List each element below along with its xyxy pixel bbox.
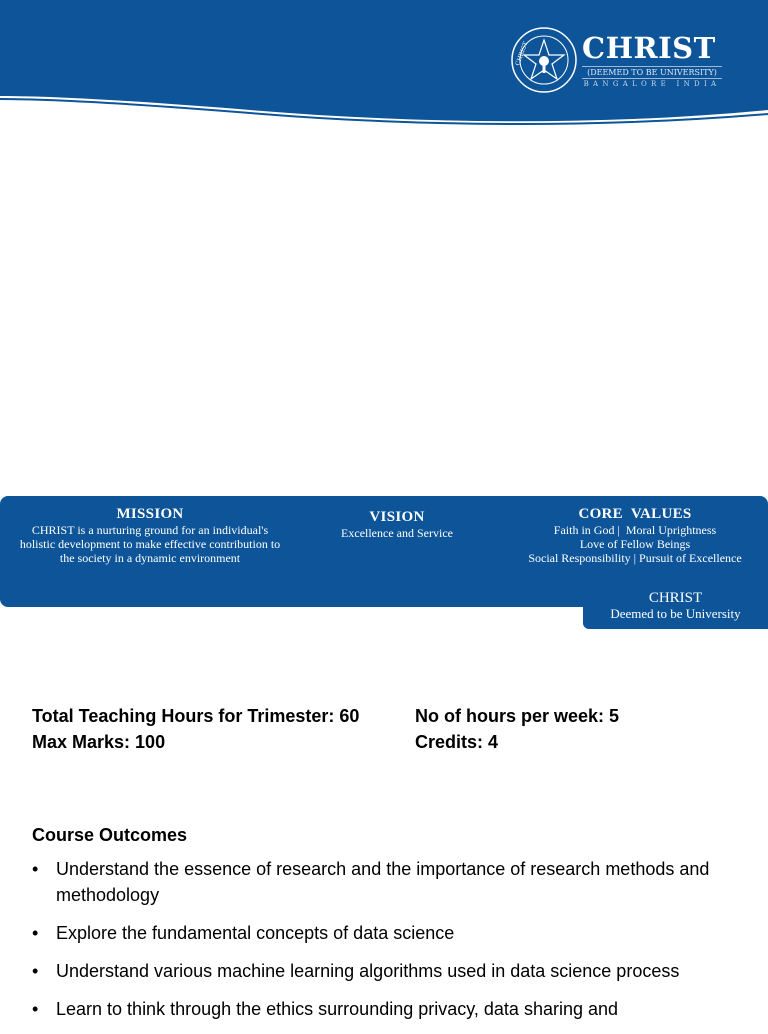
core-values-line: Faith in God | Moral Uprightness [553,523,717,537]
course-info-right [415,703,619,755]
logo-subtitle: (DEEMED TO BE UNIVERSITY) [582,66,722,79]
university-logo [510,26,730,98]
outcome-text: Understand the essence of research and the importance of research methods and methodology [56,859,710,905]
list-item [32,996,744,1022]
bullet-icon: • [32,859,39,879]
mission-line: holistic development to make effective contribution to [19,537,281,551]
bullet-icon: • [32,923,39,943]
university-seal-icon [510,26,578,94]
vision-title: VISION [369,509,425,525]
max-marks: Max Marks: 100 [32,732,166,752]
course-outcomes-list [32,856,744,1034]
university-name-tab [583,586,768,629]
vision-line: Excellence and Service [341,526,453,540]
page-header [0,0,768,130]
list-item [32,920,744,946]
logo-location: BANGALORE INDIA [583,80,721,88]
outcome-text: Explore the fundamental concepts of data science [56,923,455,943]
mission-line: the society in a dynamic environment [59,551,241,565]
svg-text:CHRIST: CHRIST [514,40,530,67]
outcome-text: Understand various machine learning algorithms used in data science process [56,961,680,981]
bullet-icon: • [32,961,39,981]
mission-line: CHRIST is a nurturing ground for an individual's [31,523,269,537]
credits: Credits: 4 [415,732,499,752]
list-item [32,958,744,984]
logo-name: CHRIST [582,31,716,65]
hours-per-week: No of hours per week: 5 [415,706,620,726]
teaching-hours: Total Teaching Hours for Trimester: 60 [32,706,360,726]
list-item [32,856,744,908]
vision-section [318,509,476,540]
tab-line-name: CHRIST [648,590,703,606]
mission-title: MISSION [116,506,184,522]
core-values-title: CORE VALUES [578,506,692,522]
outcome-text: Learn to think through the ethics surrounding privacy, data sharing and [56,999,619,1019]
core-values-line: Love of Fellow Beings [579,537,691,551]
bullet-icon: • [32,999,39,1019]
tab-line-subtitle: Deemed to be University [610,606,741,621]
mission-section [4,506,296,565]
core-values-line: Social Responsibility | Pursuit of Excellence [528,551,742,565]
core-values-section [506,506,764,565]
course-info-left [32,703,359,755]
course-outcomes-title: Course Outcomes [32,825,188,845]
